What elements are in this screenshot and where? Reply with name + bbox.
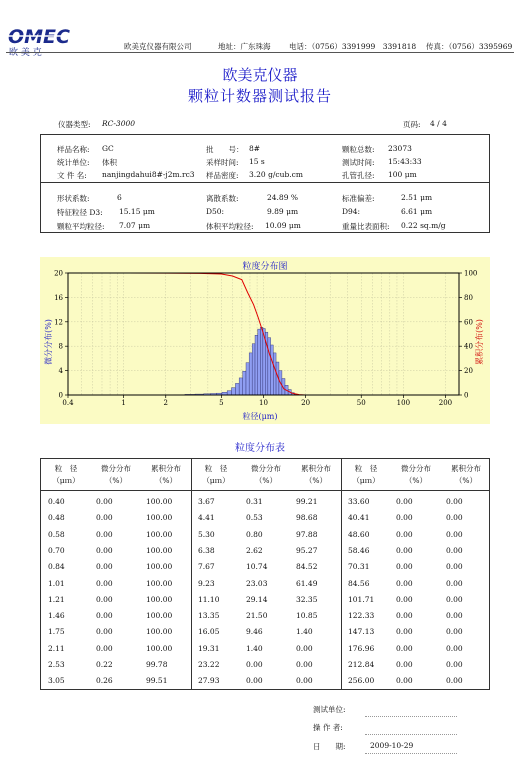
stat-unit-value: 体积: [102, 158, 117, 167]
table-cell: 10.74: [246, 562, 268, 572]
table-cell: 0.00: [446, 578, 463, 588]
sampling-time-value: 15 s: [249, 157, 265, 166]
table-cell: 256.00: [348, 676, 375, 686]
x-tick-label: 0.4: [62, 399, 74, 407]
company-name: 欧美克仪器有限公司: [124, 42, 192, 51]
sample-density-label: 样品密度:: [206, 171, 239, 180]
table-cell: 5.30: [198, 529, 215, 539]
table-cell: 0.00: [446, 643, 463, 653]
histogram-bar: [271, 345, 274, 395]
sample-name-label: 样品名称:: [57, 145, 90, 154]
date-label: 日 期:: [313, 742, 346, 751]
shape-factor-value: 6: [117, 193, 122, 202]
table-cell: 0.00: [396, 627, 413, 637]
table-cell: 99.51: [146, 676, 168, 686]
histogram-bar: [252, 344, 255, 395]
table-cell: 0.00: [96, 627, 113, 637]
info-divider: [41, 182, 489, 183]
table-cell: 0.00: [246, 676, 263, 686]
table-cell: 84.52: [296, 562, 318, 572]
dispersion-value: 24.89 %: [267, 193, 298, 202]
table-cell: 0.00: [396, 497, 413, 506]
table-header-line2: （%）: [304, 476, 328, 485]
table-cell: 23.03: [246, 578, 268, 588]
table-cell: 100.00: [146, 643, 173, 653]
table-header-cell: [93, 463, 139, 487]
table-header-line1: 粒 径: [204, 464, 228, 473]
table-cell: 0.00: [296, 643, 313, 653]
table-cell: 10.85: [296, 611, 318, 621]
table-cell: 1.40: [296, 627, 313, 637]
d94-label: D94:: [342, 207, 361, 216]
table-cell: 2.62: [246, 545, 263, 555]
table-header-line2: （%）: [404, 476, 428, 485]
histogram-bar: [260, 327, 263, 395]
table-cell: 0.53: [246, 513, 263, 523]
table-header-line2: （%）: [104, 476, 128, 485]
table-cell: 0.00: [396, 545, 413, 555]
specific-surface-label: 重量比表面积:: [342, 222, 390, 231]
table-cell: 0.00: [446, 611, 463, 621]
table-cell: 0.40: [48, 497, 65, 506]
logo-text: OMEC: [8, 26, 70, 48]
mean-diameter-label: 颗粒平均粒径:: [57, 222, 105, 231]
table-header-divider: [41, 490, 489, 491]
y-left-tick-label: 20: [54, 269, 63, 278]
distribution-chart: [40, 257, 490, 424]
table-cell: 100.00: [146, 611, 173, 621]
table-cell: 48.60: [348, 529, 370, 539]
sample-info-box: [40, 134, 490, 233]
instrument-type-label: 仪器类型:: [58, 120, 91, 129]
table-cell: 0.00: [446, 545, 463, 555]
table-cell: 100.00: [146, 578, 173, 588]
y-right-tick-label: 60: [464, 318, 473, 327]
y-left-tick-label: 0: [58, 391, 63, 400]
table-cell: 100.00: [146, 627, 173, 637]
table-cell: 0.00: [296, 660, 313, 669]
aperture-value: 100 μm: [388, 170, 417, 179]
table-cell: 16.05: [198, 627, 220, 637]
table-cell: 58.46: [348, 545, 370, 555]
table-header-cell: [343, 463, 389, 487]
table-header-cell: [443, 463, 489, 487]
table-cell: 4.41: [198, 513, 215, 523]
table-cell: 0.00: [396, 529, 413, 539]
x-tick-label: 200: [438, 399, 453, 407]
test-unit-label: 测试单位:: [313, 705, 346, 714]
y-right-tick-label: 100: [464, 269, 478, 278]
histogram-bar: [249, 353, 252, 395]
table-cell: 19.31: [198, 643, 220, 653]
x-tick-label: 20: [301, 399, 311, 407]
x-tick-label: 5: [219, 399, 224, 407]
table-cell: 0.00: [396, 562, 413, 572]
table-cell: 33.60: [348, 497, 370, 506]
table-cell: 13.35: [198, 611, 220, 621]
stat-unit-label: 统计单位:: [57, 158, 90, 167]
chart-title: 粒度分布图: [242, 262, 288, 272]
table-cell: 0.00: [446, 660, 463, 669]
table-cell: 95.27: [296, 545, 318, 555]
histogram-bar: [227, 391, 231, 395]
company-fax: 传真：（0756）3395969: [426, 42, 513, 51]
sample-density-value: 3.20 g/cub.cm: [249, 170, 303, 179]
table-cell: 0.00: [396, 676, 413, 686]
table-cell: 1.46: [48, 611, 65, 621]
table-cell: 0.70: [48, 545, 65, 555]
histogram-bar: [273, 353, 276, 395]
sample-name-value: GC: [102, 144, 114, 153]
y-right-tick-label: 80: [464, 293, 473, 302]
table-header-line1: 微分分布: [251, 464, 281, 473]
table-cell: 0.31: [246, 497, 263, 506]
table-cell: 0.00: [96, 562, 113, 572]
table-cell: 0.00: [96, 497, 113, 506]
table-cell: 100.00: [146, 497, 173, 506]
d50-value: 9.89 μm: [267, 207, 299, 216]
file-name-value: nanjingdahui8#-j2m.rc3: [102, 170, 195, 179]
specific-surface-value: 0.22 sq.m/g: [401, 221, 446, 230]
table-cell: 0.00: [446, 529, 463, 539]
x-tick-label: 100: [396, 399, 411, 407]
std-dev-value: 2.51 μm: [401, 193, 433, 202]
date-line: [365, 753, 457, 754]
distribution-table: [40, 458, 490, 690]
table-header-cell: [43, 463, 89, 487]
date-value: 2009-10-29: [370, 741, 414, 750]
y-left-tick-label: 8: [58, 342, 63, 351]
particle-count-label: 颗粒总数:: [342, 145, 375, 154]
table-cell: 1.01: [48, 578, 65, 588]
x-tick-label: 1: [121, 399, 126, 407]
table-cell: 23.22: [198, 660, 220, 669]
table-cell: 0.00: [96, 594, 113, 604]
table-cell: 0.00: [96, 578, 113, 588]
x-tick-label: 2: [163, 399, 168, 407]
table-cell: 100.00: [146, 545, 173, 555]
table-cell: 97.88: [296, 529, 318, 539]
table-cell: 0.00: [96, 529, 113, 539]
table-cell: 9.23: [198, 578, 215, 588]
table-cell: 7.67: [198, 562, 215, 572]
d94-value: 6.61 μm: [401, 207, 433, 216]
y-right-tick-label: 20: [464, 367, 473, 376]
table-cell: 27.93: [198, 676, 220, 686]
table-cell: 1.75: [48, 627, 65, 637]
sampling-time-label: 采样时间:: [206, 158, 239, 167]
y-left-tick-label: 4: [58, 367, 63, 376]
table-cell: 0.00: [446, 562, 463, 572]
table-cell: 101.71: [348, 594, 375, 604]
volume-mean-value: 10.09 μm: [265, 221, 301, 230]
table-header-cell: [393, 463, 439, 487]
x-tick-label: 50: [356, 399, 366, 407]
table-title: 粒度分布表: [235, 443, 285, 454]
table-header-line2: （%）: [454, 476, 478, 485]
histogram-bar: [246, 363, 249, 395]
table-cell: 0.00: [396, 513, 413, 523]
table-cell: 0.00: [396, 611, 413, 621]
instrument-type-value: RC-3000: [102, 119, 136, 128]
table-header-line2: （μｍ）: [202, 476, 230, 485]
y-axis-left-label: 微分分布(%): [44, 319, 53, 365]
table-cell: 0.00: [96, 513, 113, 523]
table-cell: 100.00: [146, 513, 173, 523]
batch-value: 8#: [249, 144, 261, 153]
table-cell: 122.33: [348, 611, 375, 621]
page-label: 页码:: [403, 120, 421, 129]
table-cell: 0.00: [446, 513, 463, 523]
table-cell: 32.35: [296, 594, 318, 604]
table-cell: 0.22: [96, 660, 113, 669]
table-cell: 0.00: [396, 643, 413, 653]
table-header-line2: （%）: [154, 476, 178, 485]
d50-label: D50:: [206, 207, 225, 216]
histogram-bar: [255, 335, 258, 395]
std-dev-label: 标准偏差:: [342, 194, 375, 203]
report-subtitle: 颗粒计数器测试报告: [187, 87, 332, 105]
table-cell: 84.56: [348, 578, 370, 588]
table-cell: 100.00: [146, 594, 173, 604]
table-cell: 100.00: [146, 562, 173, 572]
table-cell: 70.31: [348, 562, 370, 572]
volume-mean-label: 体积平均粒径:: [206, 222, 254, 231]
operator-line: [365, 734, 457, 735]
table-cell: 212.84: [348, 660, 375, 669]
histogram-bar: [268, 338, 271, 395]
header-divider: [6, 52, 514, 53]
table-header-line1: 微分分布: [101, 464, 131, 473]
table-cell: 0.58: [48, 529, 65, 539]
y-left-tick-label: 16: [54, 293, 63, 302]
table-group-divider: [191, 459, 192, 689]
company-address: 地址：广东珠海: [218, 42, 271, 51]
aperture-label: 孔管孔径:: [342, 171, 375, 180]
table-cell: 0.00: [446, 594, 463, 604]
table-header-line1: 累积分布: [151, 464, 181, 473]
table-cell: 176.96: [348, 643, 375, 653]
table-cell: 0.00: [96, 545, 113, 555]
table-header-cell: [243, 463, 289, 487]
shape-factor-label: 形状系数:: [57, 194, 90, 203]
test-unit-line: [365, 716, 457, 717]
company-phone: 电话：（0756）3391999 3391818: [289, 42, 417, 51]
table-cell: 0.80: [246, 529, 263, 539]
table-cell: 0.00: [396, 578, 413, 588]
d3-value: 15.15 μm: [119, 207, 155, 216]
report-title: 欧美克仪器: [222, 66, 298, 84]
dispersion-label: 离散系数:: [206, 194, 239, 203]
mean-diameter-value: 7.07 μm: [119, 221, 151, 230]
table-cell: 0.48: [48, 513, 65, 523]
table-cell: 98.68: [296, 513, 318, 523]
page-value: 4 / 4: [430, 119, 447, 128]
table-cell: 40.41: [348, 513, 370, 523]
particle-count-value: 23073: [388, 144, 412, 153]
y-right-tick-label: 40: [464, 342, 473, 351]
table-cell: 99.21: [296, 497, 318, 506]
table-group-divider: [341, 459, 342, 689]
table-cell: 9.46: [246, 627, 263, 637]
table-header-line2: （μｍ）: [352, 476, 380, 485]
table-cell: 11.10: [198, 594, 220, 604]
test-time-value: 15:43:33: [388, 157, 422, 166]
table-header-line1: 微分分布: [401, 464, 431, 473]
distribution-chart-panel: [40, 257, 490, 424]
table-cell: 1.21: [48, 594, 65, 604]
table-header-cell: [293, 463, 339, 487]
table-cell: 2.11: [48, 643, 65, 653]
y-right-tick-label: 0: [464, 391, 469, 400]
table-cell: 0.00: [446, 627, 463, 637]
table-cell: 2.53: [48, 660, 65, 669]
table-header-line1: 累积分布: [301, 464, 331, 473]
table-cell: 3.67: [198, 497, 215, 506]
table-cell: 147.13: [348, 627, 375, 637]
test-time-label: 测试时间:: [342, 158, 375, 167]
table-cell: 100.00: [146, 529, 173, 539]
y-left-tick-label: 12: [54, 318, 63, 327]
table-header-line1: 粒 径: [354, 464, 378, 473]
table-cell: 0.00: [296, 676, 313, 686]
y-axis-right-label: 累积分布(%): [475, 319, 484, 365]
operator-label: 操 作 者:: [313, 723, 343, 732]
logo-cn-text: 欧 美 克: [9, 48, 42, 56]
table-header-line1: 粒 径: [54, 464, 78, 473]
table-cell: 61.49: [296, 578, 318, 588]
table-cell: 6.38: [198, 545, 215, 555]
histogram-bar: [243, 371, 246, 395]
histogram-bar: [258, 329, 261, 395]
x-tick-label: 10: [259, 399, 268, 407]
table-cell: 0.00: [396, 594, 413, 604]
table-cell: 29.14: [246, 594, 268, 604]
table-cell: 0.84: [48, 562, 65, 572]
table-header-line2: （%）: [254, 476, 278, 485]
table-header-cell: [143, 463, 189, 487]
table-cell: 0.00: [246, 660, 263, 669]
x-axis-label: 粒径(μm): [242, 412, 278, 421]
batch-label: 批 号：: [206, 145, 244, 154]
histogram-bar: [235, 383, 239, 395]
table-cell: 0.26: [96, 676, 113, 686]
histogram-bar: [239, 378, 243, 395]
file-name-label: 文 件 名:: [57, 171, 87, 180]
table-cell: 0.00: [446, 676, 463, 686]
table-cell: 0.00: [96, 643, 113, 653]
table-cell: 99.78: [146, 660, 168, 669]
table-cell: 3.05: [48, 676, 65, 686]
table-cell: 21.50: [246, 611, 268, 621]
table-cell: 0.00: [446, 497, 463, 506]
table-cell: 0.00: [396, 660, 413, 669]
table-cell: 0.00: [96, 611, 113, 621]
table-header-line1: 累积分布: [451, 464, 481, 473]
table-cell: 1.40: [246, 643, 263, 653]
table-header-line2: （μｍ）: [52, 476, 80, 485]
histogram-bar: [231, 388, 235, 395]
d3-label: 特征粒径 D3:: [57, 208, 103, 217]
table-header-cell: [193, 463, 239, 487]
